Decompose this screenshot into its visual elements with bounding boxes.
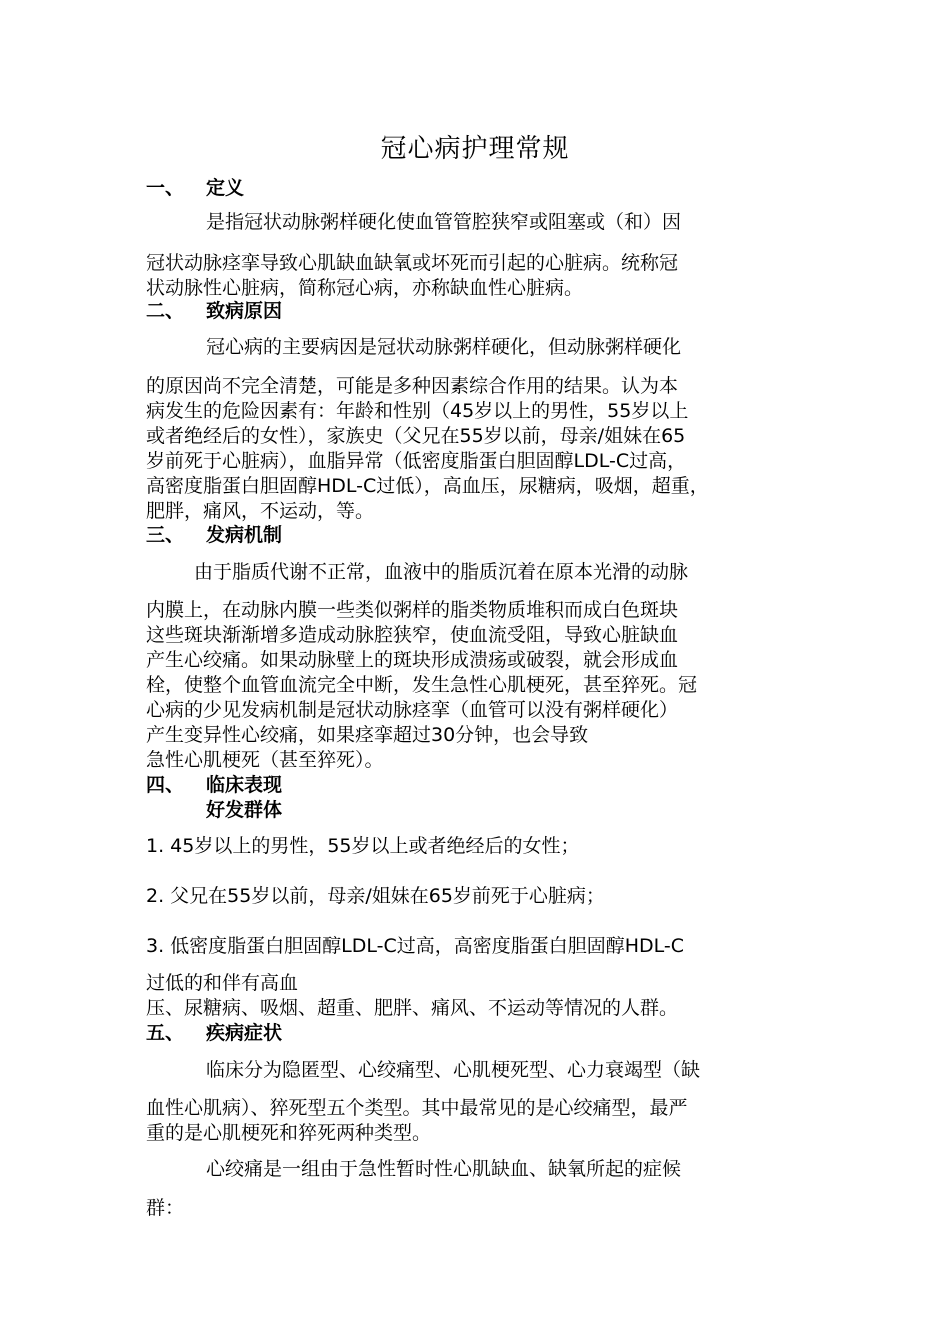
section-title: 疾病症状 <box>206 1022 283 1044</box>
paragraph-line: 急性心肌梗死（甚至猝死）。 <box>146 749 384 771</box>
paragraph-line: 产生变异性心绞痛，如果痉挛超过30分钟，也会导致 <box>146 724 589 746</box>
list-item-continuation: 压、尿糖病、吸烟、超重、肥胖、痛风、不运动等情况的人群。 <box>146 997 679 1019</box>
paragraph-line: 心病的少见发病机制是冠状动脉痉挛（血管可以没有粥样硬化） <box>146 699 679 721</box>
paragraph-line: 或者绝经后的女性），家族史（父兄在55岁以前，母亲/姐妹在65 <box>146 425 686 447</box>
list-item-continuation: 过低的和伴有高血 <box>146 972 299 994</box>
paragraph-line: 状动脉性心脏病，简称冠心病，亦称缺血性心脏病。 <box>146 277 584 299</box>
section-title: 定义 <box>206 177 245 199</box>
paragraph-line: 心绞痛是一组由于急性暂时性心肌缺血、缺氧所起的症候 <box>206 1158 682 1180</box>
section-title: 发病机制 <box>206 524 283 546</box>
section-title: 致病原因 <box>206 300 283 322</box>
document-title: 冠心病护理常规 <box>380 134 570 164</box>
section-heading-mechanism <box>146 523 282 547</box>
paragraph-line: 冠心病的主要病因是冠状动脉粥样硬化，但动脉粥样硬化 <box>206 336 682 358</box>
section-number: 五、 <box>146 1022 185 1044</box>
paragraph-line: 内膜上，在动脉内膜一些类似粥样的脂类物质堆积而成白色斑块 <box>146 599 679 621</box>
section-number: 四、 <box>146 774 185 796</box>
paragraph-line: 冠状动脉痉挛导致心肌缺血缺氧或坏死而引起的心脏病。统称冠 <box>146 252 679 274</box>
paragraph-line: 这些斑块渐渐增多造成动脉腔狭窄，使血流受阻，导致心脏缺血 <box>146 624 679 646</box>
paragraph-line: 的原因尚不完全清楚，可能是多种因素综合作用的结果。认为本 <box>146 375 679 397</box>
paragraph-line: 血性心肌病）、猝死型五个类型。其中最常见的是心绞痛型，最严 <box>146 1097 688 1119</box>
paragraph-line: 产生心绞痛。如果动脉壁上的斑块形成溃疡或破裂，就会形成血 <box>146 649 679 671</box>
paragraph-line: 病发生的危险因素有：年龄和性别（45岁以上的男性，55岁以上 <box>146 400 689 422</box>
paragraph-line: 临床分为隐匿型、心绞痛型、心肌梗死型、心力衰竭型（缺 <box>206 1059 701 1081</box>
list-item: 3. 低密度脂蛋白胆固醇LDL-C过高，高密度脂蛋白胆固醇HDL-C <box>146 935 685 957</box>
section-number: 一、 <box>146 177 185 199</box>
section-heading-symptoms <box>146 1021 282 1045</box>
section-number: 三、 <box>146 524 185 546</box>
paragraph-line: 重的是心肌梗死和猝死两种类型。 <box>146 1122 432 1144</box>
section-heading-causes <box>146 299 282 323</box>
paragraph-line: 肥胖，痛风，不运动，等。 <box>146 500 375 522</box>
paragraph-line: 是指冠状动脉粥样硬化使血管管腔狭窄或阻塞或（和）因 <box>206 211 682 233</box>
paragraph-line: 高密度脂蛋白胆固醇HDL-C过低），高血压，尿糖病，吸烟，超重， <box>146 475 709 497</box>
list-item: 1. 45岁以上的男性，55岁以上或者绝经后的女性； <box>146 835 580 857</box>
subheading: 好发群体 <box>206 799 283 821</box>
section-number: 二、 <box>146 300 185 322</box>
paragraph-line: 由于脂质代谢不正常，血液中的脂质沉着在原本光滑的动脉 <box>194 561 689 583</box>
list-item: 2. 父兄在55岁以前，母亲/姐妹在65岁前死于心脏病； <box>146 885 605 907</box>
paragraph-line: 岁前死于心脏病），血脂异常（低密度脂蛋白胆固醇LDL-C过高， <box>146 450 687 472</box>
paragraph-line: 群： <box>146 1197 185 1219</box>
section-heading-clinical <box>146 773 282 797</box>
section-heading-definition <box>146 176 244 200</box>
paragraph-line: 栓，使整个血管血流完全中断，发生急性心肌梗死，甚至猝死。冠 <box>146 674 698 696</box>
section-title: 临床表现 <box>206 774 283 796</box>
